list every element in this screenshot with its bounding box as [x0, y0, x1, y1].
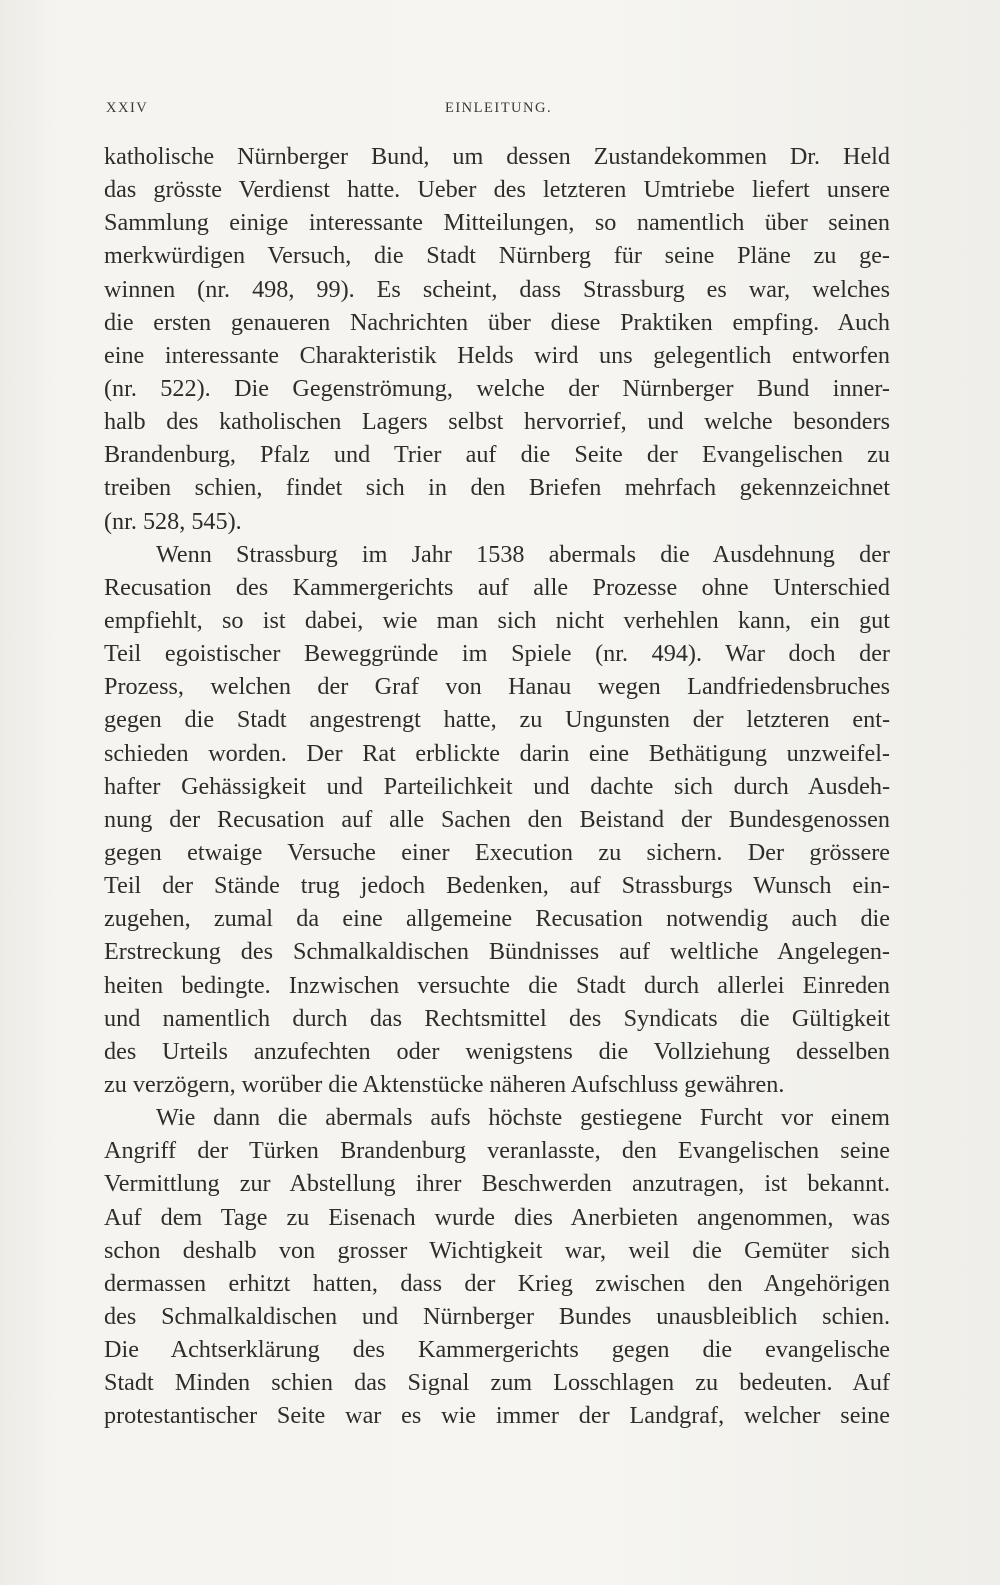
text-line: Recusation des Kammergerichts auf alle Prozesse ohne Unterschied	[104, 573, 890, 601]
text-line: empfiehlt, so ist dabei, wie man sich nicht verhehlen kann, ein gut	[104, 606, 890, 634]
text-line: und namentlich durch das Rechtsmittel des Syndicats die Gültigkeit	[104, 1004, 890, 1032]
text-line: merkwürdigen Versuch, die Stadt Nürnberg für seine Pläne zu ge-	[104, 242, 890, 270]
text-line: Erstreckung des Schmalkaldischen Bündnisses auf weltliche Angelegen-	[104, 938, 890, 966]
text-line: winnen (nr. 498, 99). Es scheint, dass Strassburg es war, welches	[104, 275, 890, 303]
text-line: Teil der Stände trug jedoch Bedenken, auf Strassburgs Wunsch ein-	[104, 872, 890, 900]
paragraph-first-line: Wenn Strassburg im Jahr 1538 abermals die Ausdehnung der	[156, 540, 890, 568]
text-line: des Urteils anzufechten oder wenigstens die Vollziehung desselben	[104, 1037, 890, 1065]
text-line: (nr. 528, 545).	[104, 507, 242, 535]
text-line: Sammlung einige interessante Mitteilungen, so namentlich über seinen	[104, 209, 890, 237]
text-line: halb des katholischen Lagers selbst hervorrief, und welche besonders	[104, 408, 890, 436]
text-line: Angriff der Türken Brandenburg veranlasste, den Evangelischen seine	[104, 1137, 890, 1165]
text-line: eine interessante Charakteristik Helds wird uns gelegentlich entworfen	[104, 341, 890, 369]
text-line: Brandenburg, Pfalz und Trier auf die Seite der Evangelischen zu	[104, 441, 890, 469]
paragraph-first-line: Wie dann die abermals aufs höchste gestiegene Furcht vor einem	[156, 1104, 890, 1132]
text-line: schieden worden. Der Rat erblickte darin eine Bethätigung unzweifel-	[104, 739, 890, 767]
text-line: des Schmalkaldischen und Nürnberger Bundes unausbleiblich schien.	[104, 1302, 890, 1330]
text-line: die ersten genaueren Nachrichten über diese Praktiken empfing. Auch	[104, 308, 890, 336]
text-line: Vermittlung zur Abstellung ihrer Beschwerden anzutragen, ist bekannt.	[104, 1170, 890, 1198]
text-line: (nr. 522). Die Gegenströmung, welche der Nürnberger Bund inner-	[104, 374, 890, 402]
running-head	[106, 100, 886, 126]
header-title: EINLEITUNG.	[445, 100, 553, 116]
text-line: Prozess, welchen der Graf von Hanau wegen Landfriedensbruches	[104, 673, 890, 701]
text-line: Die Achtserklärung des Kammergerichts gegen die evangelische	[104, 1336, 890, 1364]
text-line: gegen etwaige Versuche einer Execution zu sichern. Der grössere	[104, 838, 890, 866]
text-line: heiten bedingte. Inzwischen versuchte die Stadt durch allerlei Einreden	[104, 971, 890, 999]
text-line: katholische Nürnberger Bund, um dessen Zustandekommen Dr. Held	[104, 143, 890, 170]
text-line: dermassen erhitzt hatten, dass der Krieg zwischen den Angehörigen	[104, 1269, 890, 1297]
text-line: hafter Gehässigkeit und Parteilichkeit und dachte sich durch Ausdeh-	[104, 772, 890, 800]
text-line: gegen die Stadt angestrengt hatte, zu Ungunsten der letzteren ent-	[104, 706, 890, 734]
text-line: treiben schien, findet sich in den Briefen mehrfach gekennzeichnet	[104, 474, 890, 502]
page-number: XXIV	[106, 100, 149, 116]
body-text	[104, 140, 890, 1432]
text-line: Teil egoistischer Beweggründe im Spiele (nr. 494). War doch der	[104, 640, 890, 668]
text-line: das grösste Verdienst hatte. Ueber des letzteren Umtriebe liefert unsere	[104, 176, 890, 204]
text-line: protestantischer Seite war es wie immer der Landgraf, welcher seine	[104, 1402, 890, 1430]
text-line: zugehen, zumal da eine allgemeine Recusation notwendig auch die	[104, 905, 890, 933]
text-line: schon deshalb von grosser Wichtigkeit war, weil die Gemüter sich	[104, 1236, 890, 1264]
text-line: Stadt Minden schien das Signal zum Losschlagen zu bedeuten. Auf	[104, 1369, 890, 1397]
text-line: zu verzögern, worüber die Aktenstücke näheren Aufschluss gewähren.	[104, 1070, 785, 1098]
text-line: nung der Recusation auf alle Sachen den Beistand der Bundesgenossen	[104, 805, 890, 833]
text-line: Auf dem Tage zu Eisenach wurde dies Anerbieten angenommen, was	[104, 1203, 890, 1231]
